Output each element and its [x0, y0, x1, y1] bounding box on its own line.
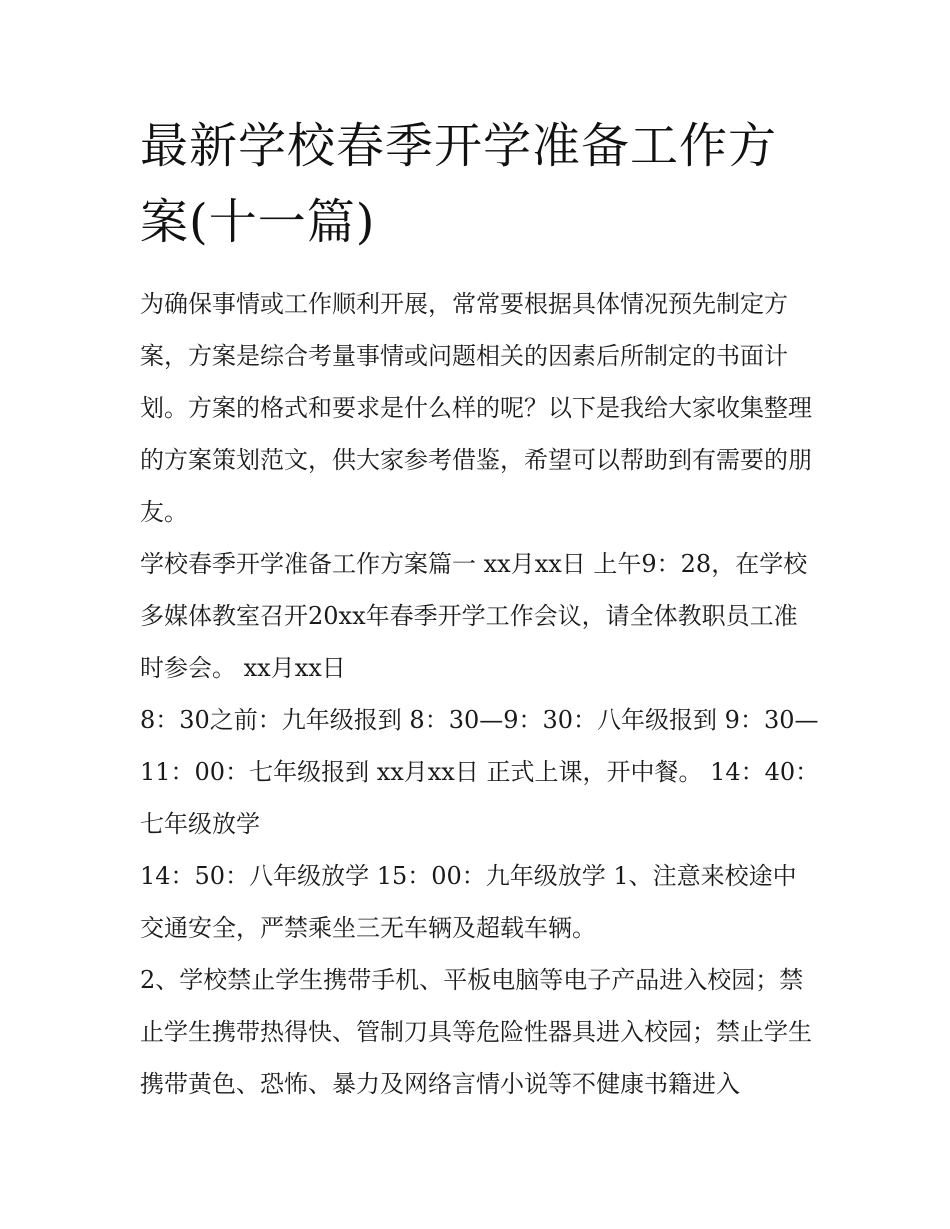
document-body: [140, 108, 820, 1110]
paragraph-prohibited-items: 2、学校禁止学生携带手机、平板电脑等电子产品进入校园；禁止学生携带热得快、管制刀具等危险性器具进入校园；禁止学生携带黄色、恐怖、暴力及网络言情小说等不健康书籍进入: [140, 966, 812, 1098]
paragraph-schedule-dismissal: 14：50：八年级放学 15：00：九年级放学 1、注意来校途中交通安全，严禁乘坐三无车辆及超载车辆。: [140, 862, 797, 942]
document-title: 最新学校春季开学准备工作方案(十一篇): [140, 118, 778, 250]
paragraph-meeting: 学校春季开学准备工作方案篇一 xx月xx日 上午9：28，在学校多媒体教室召开20xx年春季开学工作会议，请全体教职员工准时参会。 xx月xx日: [140, 550, 808, 682]
paragraph-intro: 为确保事情或工作顺利开展，常常要根据具体情况预先制定方案，方案是综合考量事情或问题相关的因素后所制定的书面计划。方案的格式和要求是什么样的呢？以下是我给大家收集整理的方案策划范文，供大家参考借鉴，希望可以帮助到有需要的朋友。: [140, 290, 812, 526]
paragraph-schedule-registration: 8：30之前：九年级报到 8：30—9：30：八年级报到 9：30—11：00：七年级报到 xx月xx日 正式上课，开中餐。 14：40：七年级放学: [140, 706, 820, 838]
paragraph-list: [140, 278, 820, 1110]
